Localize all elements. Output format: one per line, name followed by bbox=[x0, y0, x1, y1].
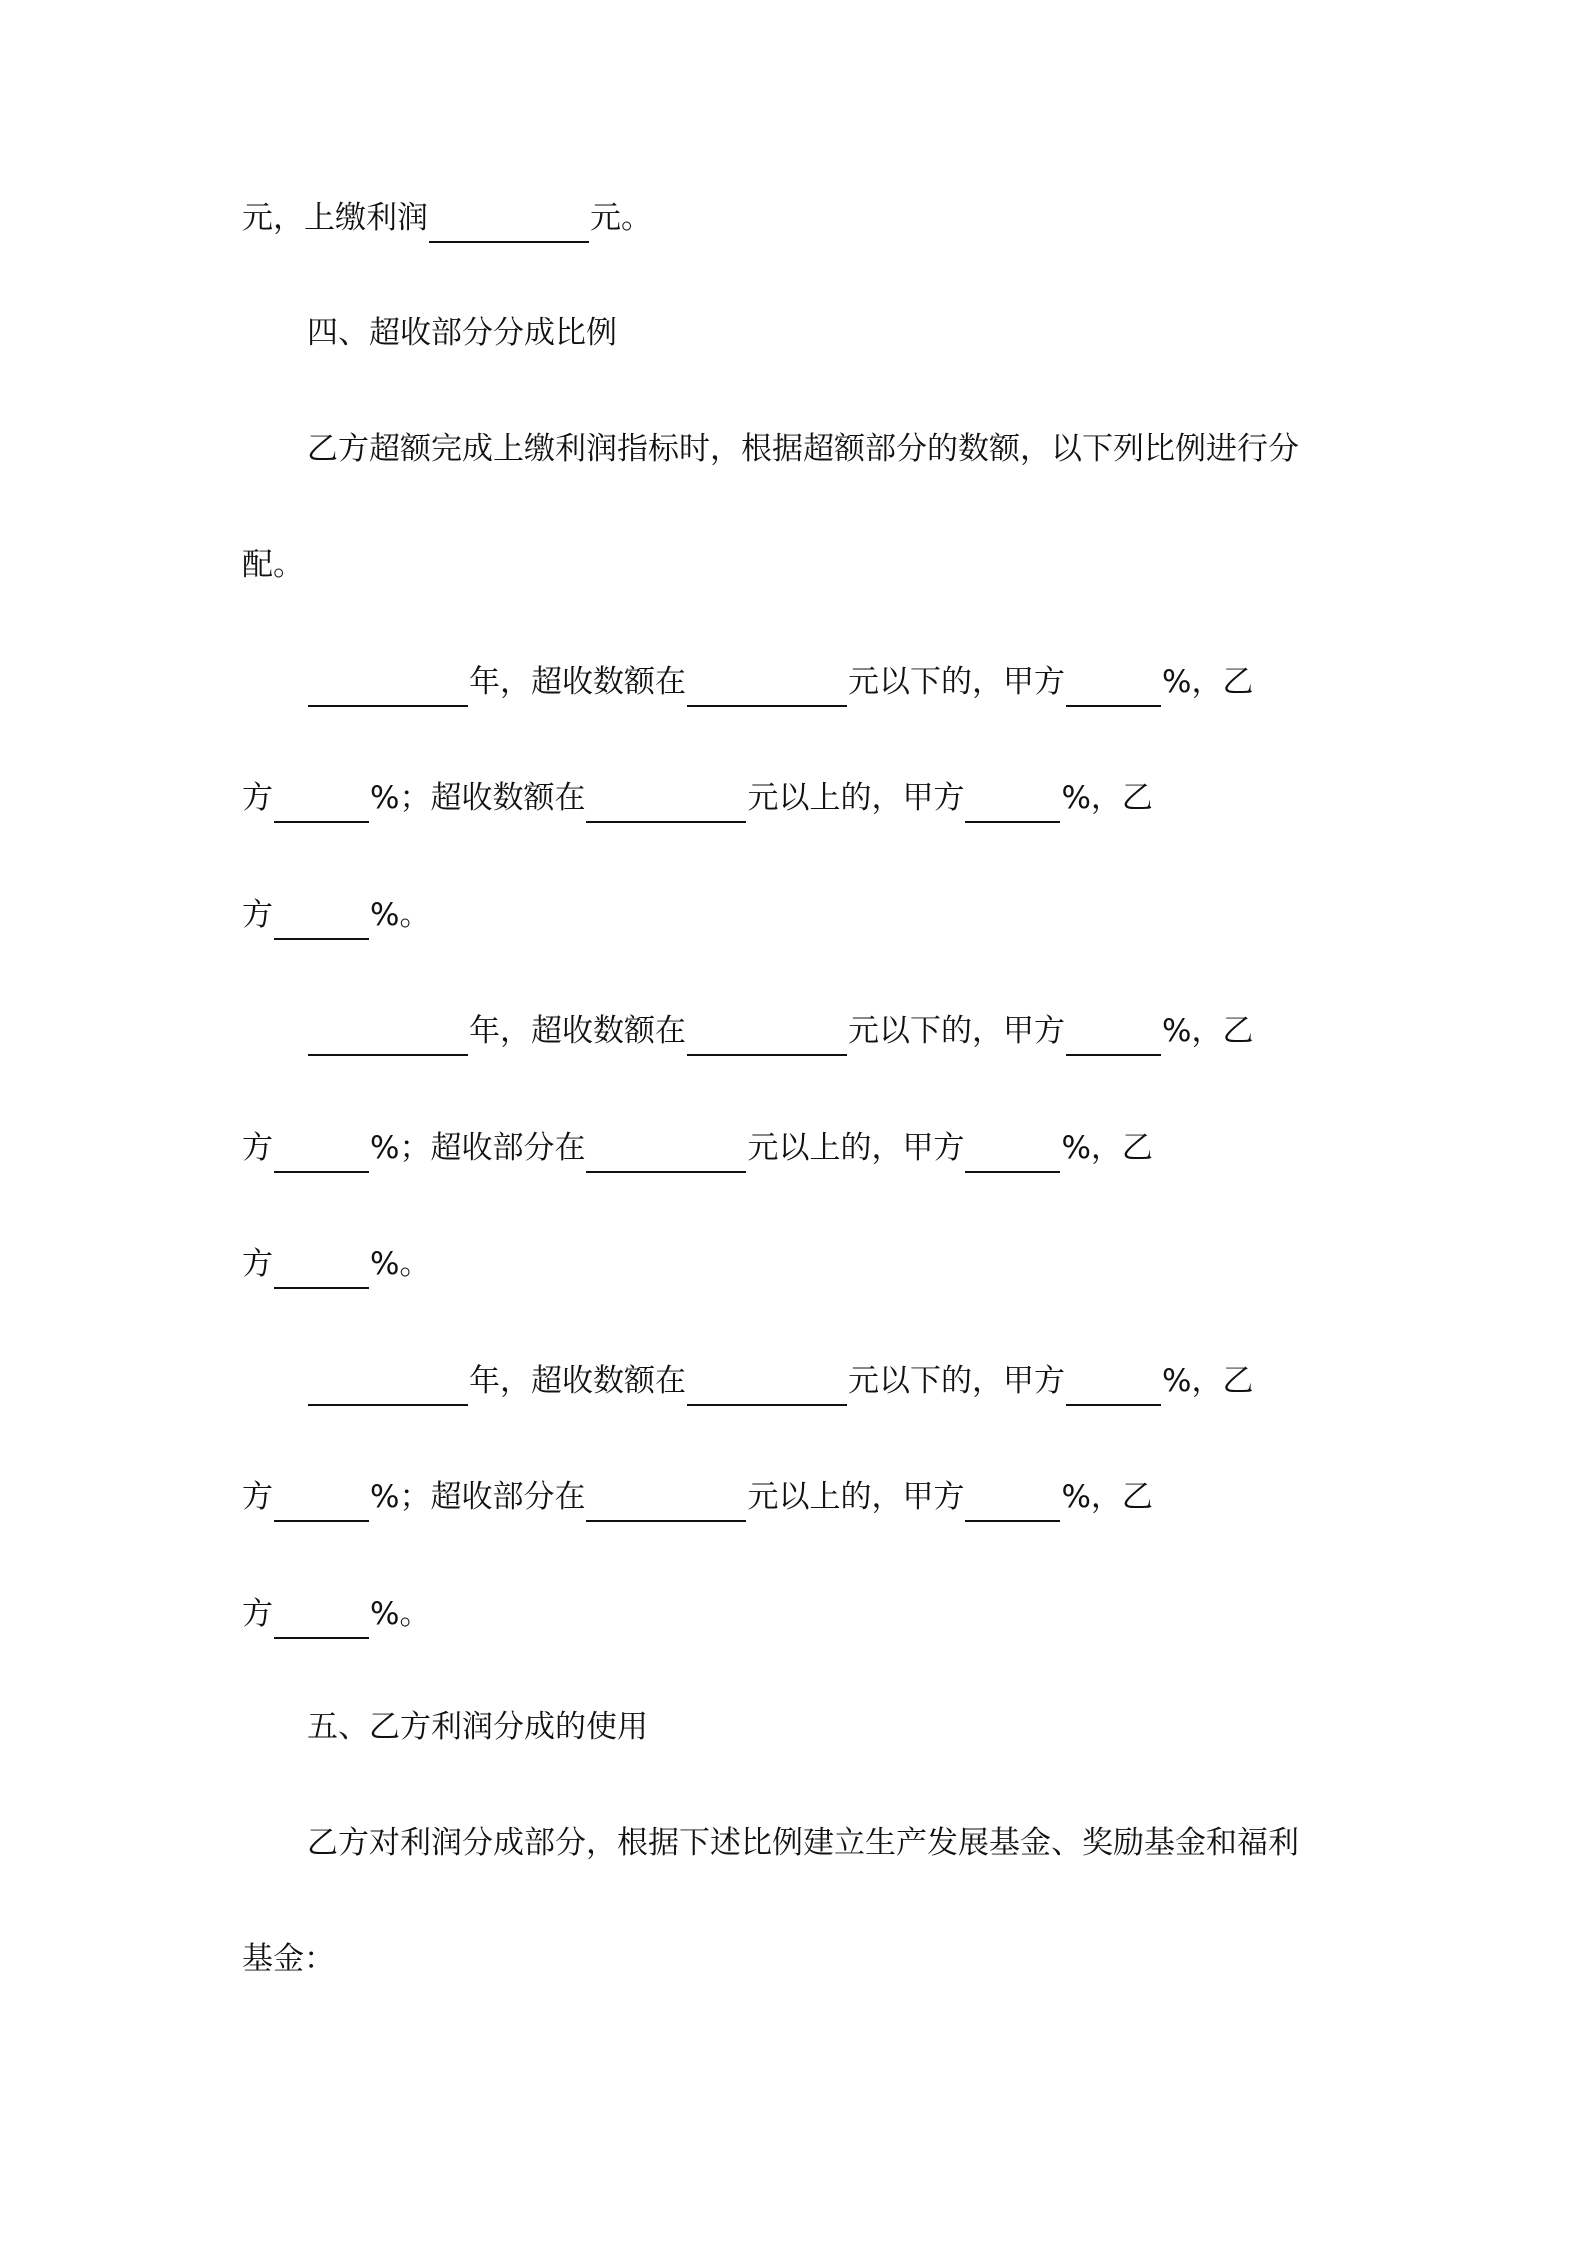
text-segment: %，乙 bbox=[1162, 1013, 1254, 1049]
text-segment: 元以下的，甲方 bbox=[848, 664, 1065, 700]
text-segment: %，乙 bbox=[1061, 780, 1153, 816]
fill-blank[interactable] bbox=[274, 1482, 369, 1522]
fill-blank[interactable] bbox=[965, 1133, 1060, 1173]
text-segment: %，乙 bbox=[1061, 1479, 1153, 1515]
section-heading: 五、乙方利润分成的使用 bbox=[307, 1709, 648, 1745]
text-segment: %，乙 bbox=[1162, 664, 1254, 700]
text-segment: 年，超收数额在 bbox=[469, 1013, 686, 1049]
ratio-row-above bbox=[242, 773, 1153, 823]
ratio-row-year bbox=[307, 1006, 1253, 1056]
text-segment: %；超收数额在 bbox=[370, 780, 586, 816]
fill-blank[interactable] bbox=[687, 667, 847, 707]
fill-blank[interactable] bbox=[308, 1366, 468, 1406]
text-segment: 元以下的，甲方 bbox=[848, 1013, 1065, 1049]
text-segment: 方 bbox=[242, 780, 273, 816]
text-segment: 年，超收数额在 bbox=[469, 664, 686, 700]
ratio-row-above bbox=[242, 1472, 1153, 1522]
fill-blank[interactable] bbox=[965, 783, 1060, 823]
fill-blank[interactable] bbox=[308, 1016, 468, 1056]
text-segment: %。 bbox=[370, 1246, 431, 1282]
paragraph-line: 配。 bbox=[242, 547, 304, 583]
text-segment: 元以上的，甲方 bbox=[747, 1479, 965, 1515]
paragraph-line: 基金： bbox=[242, 1941, 335, 1977]
profit-line bbox=[242, 193, 652, 243]
fill-blank[interactable] bbox=[274, 900, 369, 940]
fill-blank[interactable] bbox=[687, 1366, 847, 1406]
ratio-row-above bbox=[242, 1123, 1153, 1173]
ratio-row-end bbox=[242, 890, 430, 940]
text-segment: 方 bbox=[242, 1130, 273, 1166]
paragraph-line: 乙方超额完成上缴利润指标时，根据超额部分的数额，以下列比例进行分 bbox=[307, 431, 1299, 467]
text-segment: %，乙 bbox=[1061, 1130, 1153, 1166]
fill-blank[interactable] bbox=[1066, 1016, 1161, 1056]
ratio-row-end bbox=[242, 1239, 430, 1289]
fill-blank[interactable] bbox=[1066, 1366, 1161, 1406]
ratio-row-year bbox=[307, 657, 1253, 707]
fill-blank[interactable] bbox=[1066, 667, 1161, 707]
ratio-row-year bbox=[307, 1356, 1253, 1406]
text-segment: 年，超收数额在 bbox=[469, 1363, 686, 1399]
ratio-row-end bbox=[242, 1589, 430, 1639]
text-segment: 方 bbox=[242, 1246, 273, 1282]
fill-blank[interactable] bbox=[965, 1482, 1060, 1522]
text-segment: %。 bbox=[370, 897, 431, 933]
fill-blank[interactable] bbox=[308, 667, 468, 707]
paragraph-line: 乙方对利润分成部分，根据下述比例建立生产发展基金、奖励基金和福利 bbox=[307, 1825, 1299, 1861]
text-segment: %；超收部分在 bbox=[370, 1130, 586, 1166]
text-segment: %。 bbox=[370, 1596, 431, 1632]
fill-blank[interactable] bbox=[687, 1016, 847, 1056]
text-segment: 元，上缴利润 bbox=[242, 200, 428, 236]
text-segment: 元。 bbox=[590, 200, 652, 236]
fill-blank[interactable] bbox=[274, 1599, 369, 1639]
fill-blank[interactable] bbox=[274, 1133, 369, 1173]
text-segment: 方 bbox=[242, 1596, 273, 1632]
text-segment: 元以上的，甲方 bbox=[747, 780, 965, 816]
fill-blank[interactable] bbox=[274, 1249, 369, 1289]
fill-blank[interactable] bbox=[274, 783, 369, 823]
fill-blank[interactable] bbox=[586, 1482, 746, 1522]
fill-blank[interactable] bbox=[586, 783, 746, 823]
fill-blank[interactable] bbox=[429, 203, 589, 243]
text-segment: 元以下的，甲方 bbox=[848, 1363, 1065, 1399]
text-segment: %；超收部分在 bbox=[370, 1479, 586, 1515]
text-segment: %，乙 bbox=[1162, 1363, 1254, 1399]
text-segment: 元以上的，甲方 bbox=[747, 1130, 965, 1166]
text-segment: 方 bbox=[242, 1479, 273, 1515]
section-heading: 四、超收部分分成比例 bbox=[307, 315, 617, 351]
fill-blank[interactable] bbox=[586, 1133, 746, 1173]
text-segment: 方 bbox=[242, 897, 273, 933]
